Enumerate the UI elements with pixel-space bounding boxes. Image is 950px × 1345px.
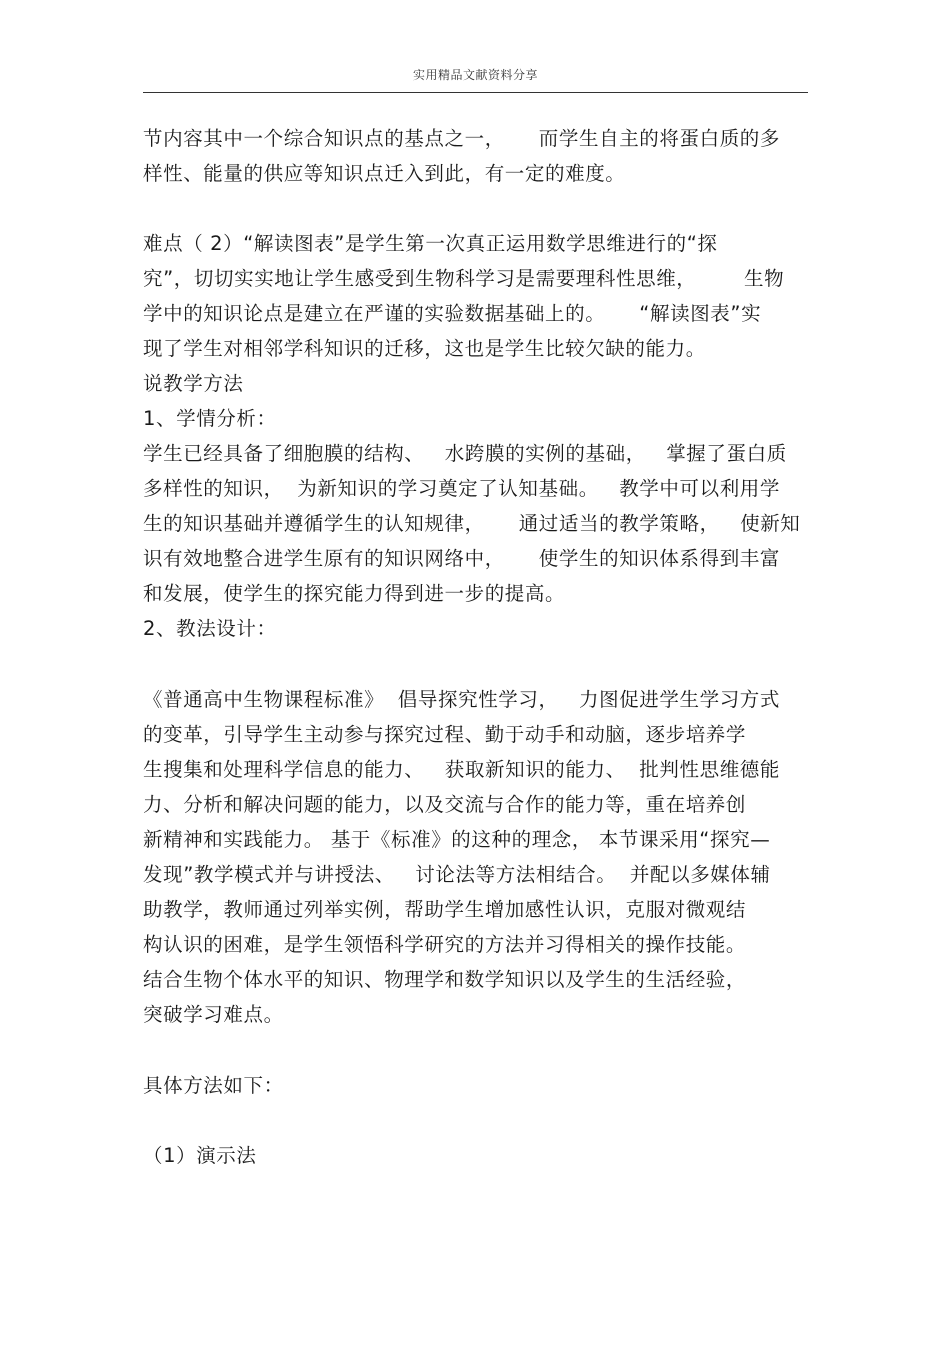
text-line: 的变革，引导学生主动参与探究过程、勤于动手和动脑，逐步培养学 bbox=[143, 723, 747, 746]
text-line: 具体方法如下： bbox=[143, 1074, 284, 1097]
text-line: 究”，切切实实地让学生感受到生物科学习是需要理科性思维， 生物 bbox=[143, 267, 785, 290]
text-line: 构认识的困难，是学生领悟科学研究的方法并习得相关的操作技能。 bbox=[143, 933, 747, 956]
subsection-heading: 2、教法设计： bbox=[143, 617, 277, 640]
text-line: 发现”教学模式并与讲授法、 讨论法等方法相结合。 并配以多媒体辅 bbox=[143, 863, 771, 886]
text-line: 和发展，使学生的探究能力得到进一步的提高。 bbox=[143, 582, 566, 605]
text-line: 助教学，教师通过列举实例，帮助学生增加感性认识，克服对微观结 bbox=[143, 898, 747, 921]
page-header bbox=[143, 60, 808, 93]
text-line: 学生已经具备了细胞膜的结构、 水跨膜的实例的基础， 掌握了蛋白质 bbox=[143, 442, 787, 465]
text-line: 结合生物个体水平的知识、物理学和数学知识以及学生的生活经验， bbox=[143, 968, 747, 991]
text-line: 新精神和实践能力。 基于《标准》的这种的理念， 本节课采用“探究— bbox=[143, 828, 771, 851]
header-title: 实用精品文献资料分享 bbox=[412, 68, 538, 82]
text-line: 样性、能量的供应等知识点迁入到此，有一定的难度。 bbox=[143, 162, 626, 185]
text-line: 学中的知识论点是建立在严谨的实验数据基础上的。 “解读图表”实 bbox=[143, 302, 762, 325]
text-line: 突破学习难点。 bbox=[143, 1003, 284, 1026]
list-item: （1）演示法 bbox=[143, 1144, 257, 1167]
section-heading: 说教学方法 bbox=[143, 372, 244, 395]
text-line: 生搜集和处理科学信息的能力、 获取新知识的能力、 批判性思维德能 bbox=[143, 758, 780, 781]
text-line: 现了学生对相邻学科知识的迁移，这也是学生比较欠缺的能力。 bbox=[143, 337, 706, 360]
text-line: 生的知识基础并遵循学生的认知规律， 通过适当的教学策略， 使新知 bbox=[143, 512, 801, 535]
text-line: 识有效地整合进学生原有的知识网络中， 使学生的知识体系得到丰富 bbox=[143, 547, 780, 570]
text-line: 力、分析和解决问题的能力，以及交流与合作的能力等，重在培养创 bbox=[143, 793, 747, 816]
text-line: 难点（ 2）“解读图表”是学生第一次真正运用数学思维进行的“探 bbox=[143, 232, 718, 255]
text-line: 节内容其中一个综合知识点的基点之一， 而学生自主的将蛋白质的多 bbox=[143, 127, 780, 150]
subsection-heading: 1、学情分析： bbox=[143, 407, 277, 430]
text-line: 《普通高中生物课程标准》 倡导探究性学习， 力图促进学生学习方式 bbox=[143, 688, 780, 711]
text-line: 多样性的知识， 为新知识的学习奠定了认知基础。 教学中可以利用学 bbox=[143, 477, 780, 500]
